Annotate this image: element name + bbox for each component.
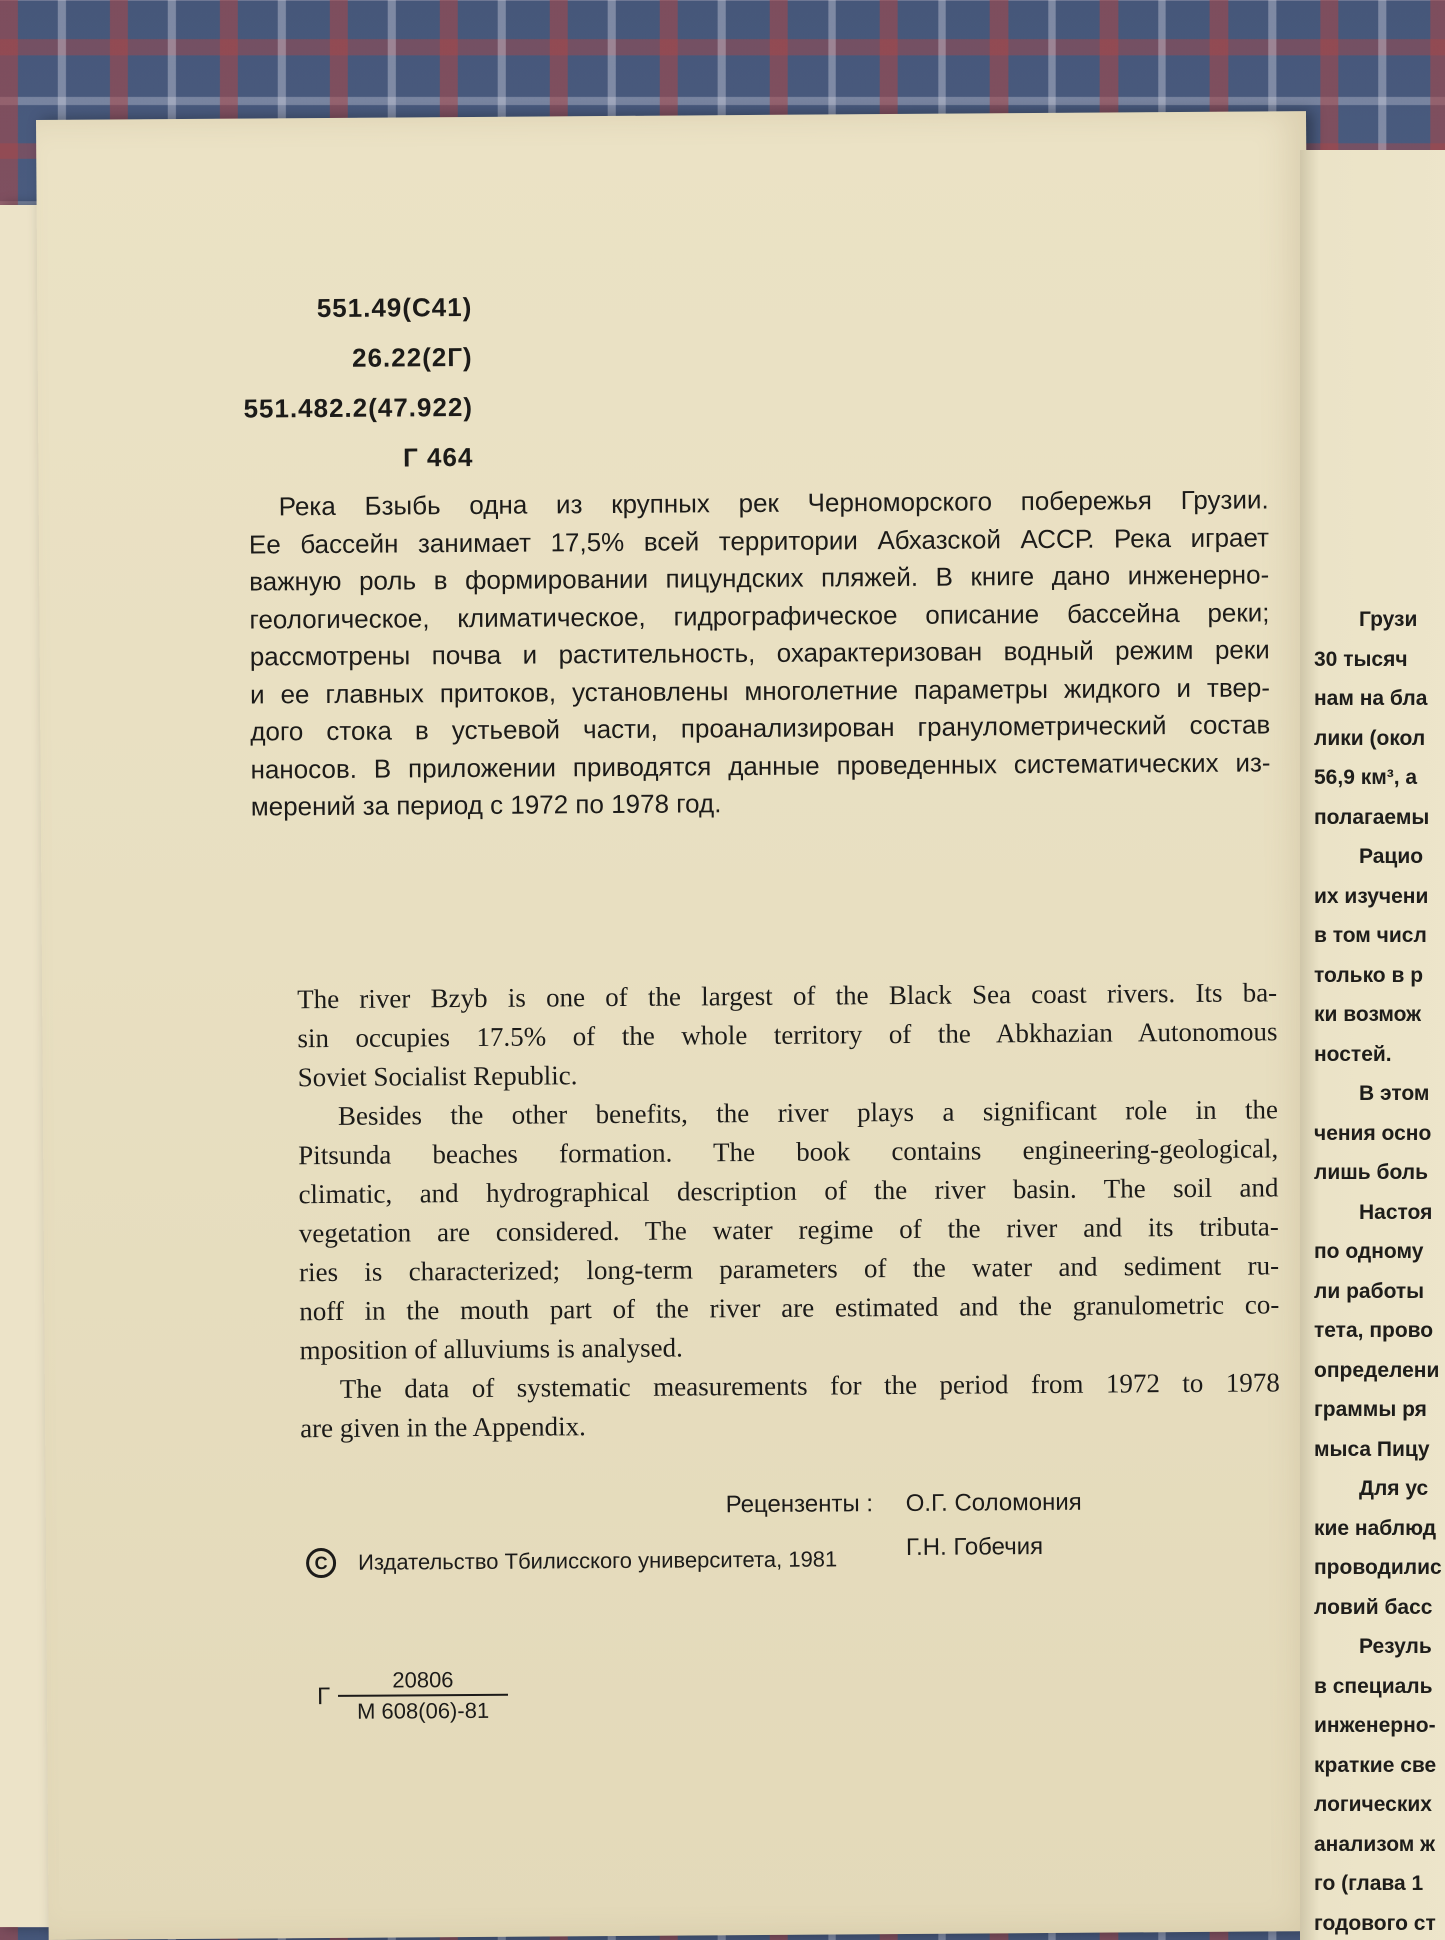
abstract-line: climatic, and hydrographical description of the river basin. The soil and — [298, 1168, 1278, 1214]
abstract-line: важную роль в формировании пицундских пляжей. В книге дано инженерно- — [249, 556, 1269, 601]
abstract-line: и ее главных притоков, установлены многолетние параметры жидкого и твер- — [250, 669, 1270, 714]
adjacent-page-text — [1314, 600, 1442, 1940]
adjacent-page-line: Резуль — [1314, 1627, 1442, 1667]
adjacent-page-line: краткие све — [1314, 1746, 1442, 1786]
abstract-line: Besides the other benefits, the river plays a significant role in the — [298, 1090, 1278, 1136]
adjacent-page-line: их изучени — [1314, 877, 1442, 917]
abstract-line: рассмотрены почва и растительность, охарактеризован водный режим реки — [250, 631, 1270, 676]
adjacent-page-line: 56,9 км³, а — [1314, 758, 1442, 798]
abstract-line: vegetation are considered. The water regime of the river and its tributa- — [299, 1207, 1279, 1253]
adjacent-page-line: инженерно- — [1314, 1706, 1442, 1746]
copyright-icon: C — [306, 1548, 336, 1578]
reviewer-name: О.Г. Соломония — [906, 1481, 1082, 1526]
abstract-line: noff in the mouth part of the river are estimated and the granulometric co- — [299, 1285, 1279, 1331]
adjacent-page-line: полагаемы — [1314, 798, 1442, 838]
abstract-line: дого стока в устьевой части, проанализирован гранулометрический состав — [250, 706, 1270, 751]
udc-code: 551.49(C41) — [243, 282, 473, 334]
abstract-line: Ее бассейн занимает 17,5% всей территории Абхазской АССР. Река играет — [249, 519, 1269, 564]
adjacent-page-line: анализом ж — [1314, 1825, 1442, 1865]
index-fraction — [338, 1667, 508, 1725]
adjacent-page-line: Настоя — [1314, 1193, 1442, 1233]
index-code — [317, 1667, 508, 1725]
adjacent-page-line: 30 тысяч — [1314, 640, 1442, 680]
adjacent-page-line: чения осно — [1314, 1114, 1442, 1154]
publisher-line — [306, 1544, 837, 1578]
adjacent-page-line: проводилис — [1314, 1548, 1442, 1588]
adjacent-page-line: ностей. — [1314, 1035, 1442, 1075]
abstract-line: ries is characterized; long-term parameters of the water and sediment ru- — [299, 1246, 1279, 1292]
adjacent-page-line: по одному — [1314, 1232, 1442, 1272]
adjacent-page-line: тета, прово — [1314, 1311, 1442, 1351]
abstract-line: are given in the Appendix. — [300, 1402, 1280, 1448]
abstract-line: геологическое, климатическое, гидрографическое описание бассейна реки; — [249, 594, 1269, 639]
abstract-line: mposition of alluviums is analysed. — [299, 1324, 1279, 1370]
abstract-line: Pitsunda beaches formation. The book contains engineering-geological, — [298, 1129, 1278, 1175]
adjacent-page-line: Для ус — [1314, 1469, 1442, 1509]
adjacent-page-line: го (глава 1 — [1314, 1864, 1442, 1904]
adjacent-page-line: ловий басс — [1314, 1588, 1442, 1628]
adjacent-page-line: логических — [1314, 1785, 1442, 1825]
index-denominator: М 608(06)-81 — [357, 1696, 489, 1725]
reviewer-name: Г.Н. Гобечия — [906, 1525, 1043, 1570]
adjacent-page-line: лики (окол — [1314, 719, 1442, 759]
bbk-code: 26.22(2Г) — [243, 332, 473, 384]
index-letter: Г — [317, 1682, 330, 1710]
abstract-line: наносов. В приложении приводятся данные проведенных систематических из- — [250, 744, 1270, 789]
adjacent-page-line: ли работы — [1314, 1272, 1442, 1312]
reviewers-label: Рецензенты : — [726, 1482, 906, 1527]
adjacent-page-line: нам на бла — [1314, 679, 1442, 719]
adjacent-page-line: ки возмож — [1314, 995, 1442, 1035]
abstract-russian — [249, 481, 1271, 826]
abstract-line: The river Bzyb is one of the largest of the Black Sea coast rivers. Its ba- — [297, 973, 1277, 1019]
book-page — [36, 111, 1319, 1940]
adjacent-page-line: мыса Пицу — [1314, 1430, 1442, 1470]
adjacent-page-line: кие наблюд — [1314, 1509, 1442, 1549]
adjacent-page-line: граммы ря — [1314, 1390, 1442, 1430]
abstract-line: мерений за период с 1972 по 1978 год. — [251, 781, 1271, 826]
adjacent-page-line: определени — [1314, 1351, 1442, 1391]
adjacent-page-line: только в р — [1314, 956, 1442, 996]
abstract-line: Река Бзыбь одна из крупных рек Черноморского побережья Грузии. — [249, 481, 1269, 526]
abstract-line: Soviet Socialist Republic. — [298, 1051, 1278, 1097]
abstract-line: The data of systematic measurements for the period from 1972 to 1978 — [300, 1363, 1280, 1409]
author-mark: Г 464 — [244, 432, 474, 484]
adjacent-page-line: Грузи — [1314, 600, 1442, 640]
adjacent-page — [1300, 150, 1445, 1940]
abstract-english — [297, 973, 1280, 1448]
publisher-text: Издательство Тбилисского университета, 1981 — [358, 1546, 837, 1575]
adjacent-page-line: лишь боль — [1314, 1153, 1442, 1193]
index-numerator: 20806 — [338, 1667, 508, 1697]
udc-codes — [243, 282, 474, 484]
abstract-line: sin occupies 17.5% of the whole territory of the Abkhazian Autonomous — [297, 1012, 1277, 1058]
udc-code-2: 551.482.2(47.922) — [243, 382, 473, 434]
adjacent-page-line: в том числ — [1314, 916, 1442, 956]
adjacent-page-line: Рацио — [1314, 837, 1442, 877]
adjacent-page-line: В этом — [1314, 1074, 1442, 1114]
adjacent-page-line: в специаль — [1314, 1667, 1442, 1707]
adjacent-page-line: годового ст — [1314, 1904, 1442, 1940]
